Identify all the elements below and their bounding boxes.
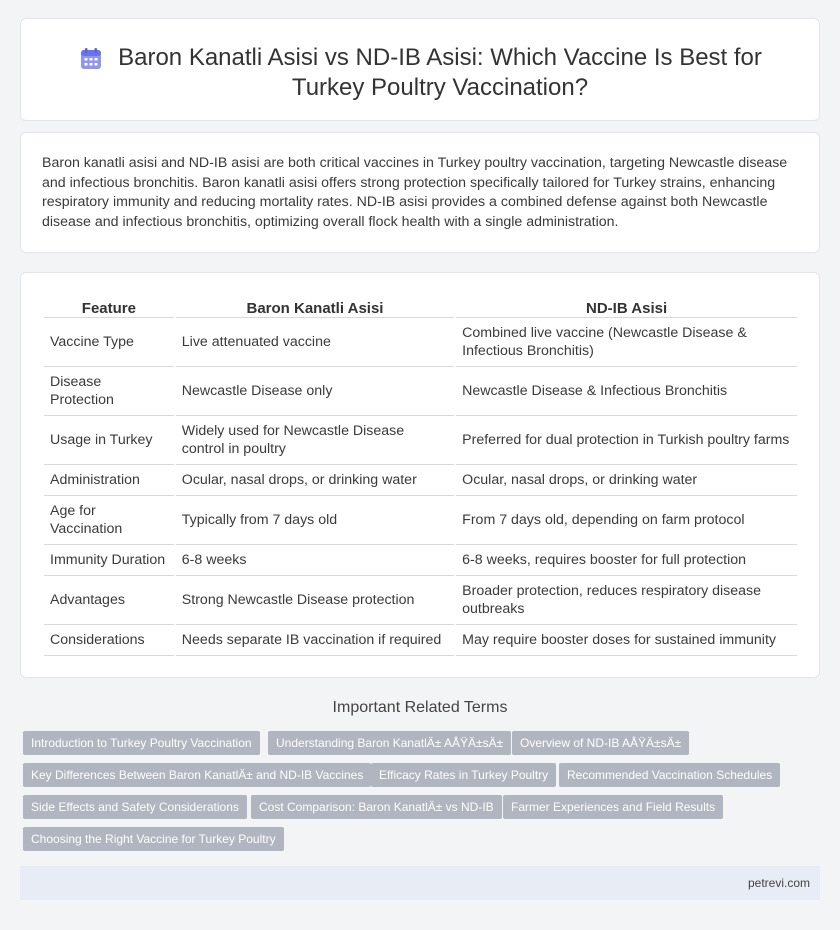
table-row [44,576,797,625]
table-row [44,545,797,576]
feature-cell: Age for Vaccination [44,496,174,545]
header-baron: Baron Kanatli Asisi [176,295,454,318]
page-title: Baron Kanatli Asisi vs ND-IB Asisi: Which Vaccine Is Best for Turkey Poultry Vaccination? [118,44,762,101]
table-row [44,416,797,465]
related-terms-title: Important Related Terms [332,699,508,716]
related-term-tag[interactable]: Side Effects and Safety Considerations [23,795,247,819]
feature-cell: Administration [44,465,174,496]
feature-cell: Disease Protection [44,367,174,416]
footer [20,866,820,900]
intro-paragraph: Baron kanatli asisi and ND-IB asisi are both critical vaccines in Turkey poultry vaccination, targeting Newcastle disease and infectious bronchitis. Baron kanatli asisi offers strong protection specifically tailored for Turkey strains, enhancing respiratory immunity and reducing mortality rates. ND-IB asisi provides a combined defense against both Newcastle disease and infectious bronchitis, optimizing overall flock health with a single administration. [42,155,788,230]
feature-cell: Immunity Duration [44,545,174,576]
feature-cell: Usage in Turkey [44,416,174,465]
baron-cell: Needs separate IB vaccination if required [176,625,454,656]
comparison-table [42,295,799,656]
related-term-tag[interactable]: Cost Comparison: Baron KanatlÄ± vs ND-IB [251,795,502,819]
footer-site-link[interactable]: petrevi.com [747,876,810,890]
table-row [44,367,797,416]
feature-cell: Considerations [44,625,174,656]
feature-cell: Vaccine Type [44,318,174,367]
related-term-tag[interactable]: Efficacy Rates in Turkey Poultry [371,763,556,787]
header-ndib: ND-IB Asisi [456,295,797,318]
baron-cell: 6-8 weeks [176,545,454,576]
comparison-card [20,272,820,678]
header-feature: Feature [44,295,174,318]
baron-cell: Widely used for Newcastle Disease control in poultry [176,416,454,465]
baron-cell: Strong Newcastle Disease protection [176,576,454,625]
table-row [44,496,797,545]
feature-cell: Advantages [44,576,174,625]
ndib-cell: Ocular, nasal drops, or drinking water [456,465,797,496]
table-row [44,465,797,496]
ndib-cell: Broader protection, reduces respiratory disease outbreaks [456,576,797,625]
related-term-tag[interactable]: Farmer Experiences and Field Results [503,795,723,819]
ndib-cell: Preferred for dual protection in Turkish poultry farms [456,416,797,465]
table-row [44,625,797,656]
baron-cell: Newcastle Disease only [176,367,454,416]
baron-cell: Typically from 7 days old [176,496,454,545]
intro-card [20,132,820,253]
related-term-tag[interactable]: Understanding Baron KanatlÄ± AÅŸÄ±sÄ± [268,731,511,755]
ndib-cell: May require booster doses for sustained immunity [456,625,797,656]
ndib-cell: From 7 days old, depending on farm protocol [456,496,797,545]
related-term-tag[interactable]: Key Differences Between Baron KanatlÄ± and ND-IB Vaccines [23,763,371,787]
ndib-cell: 6-8 weeks, requires booster for full protection [456,545,797,576]
related-term-tag[interactable]: Overview of ND-IB AÅŸÄ±sÄ± [512,731,689,755]
baron-cell: Live attenuated vaccine [176,318,454,367]
title-card [20,18,820,121]
table-row [44,318,797,367]
ndib-cell: Combined live vaccine (Newcastle Disease & Infectious Bronchitis) [456,318,797,367]
baron-cell: Ocular, nasal drops, or drinking water [176,465,454,496]
related-term-tag[interactable]: Recommended Vaccination Schedules [559,763,780,787]
related-term-tag[interactable]: Choosing the Right Vaccine for Turkey Poultry [23,827,284,851]
related-term-tag[interactable]: Introduction to Turkey Poultry Vaccination [23,731,260,755]
ndib-cell: Newcastle Disease & Infectious Bronchitis [456,367,797,416]
